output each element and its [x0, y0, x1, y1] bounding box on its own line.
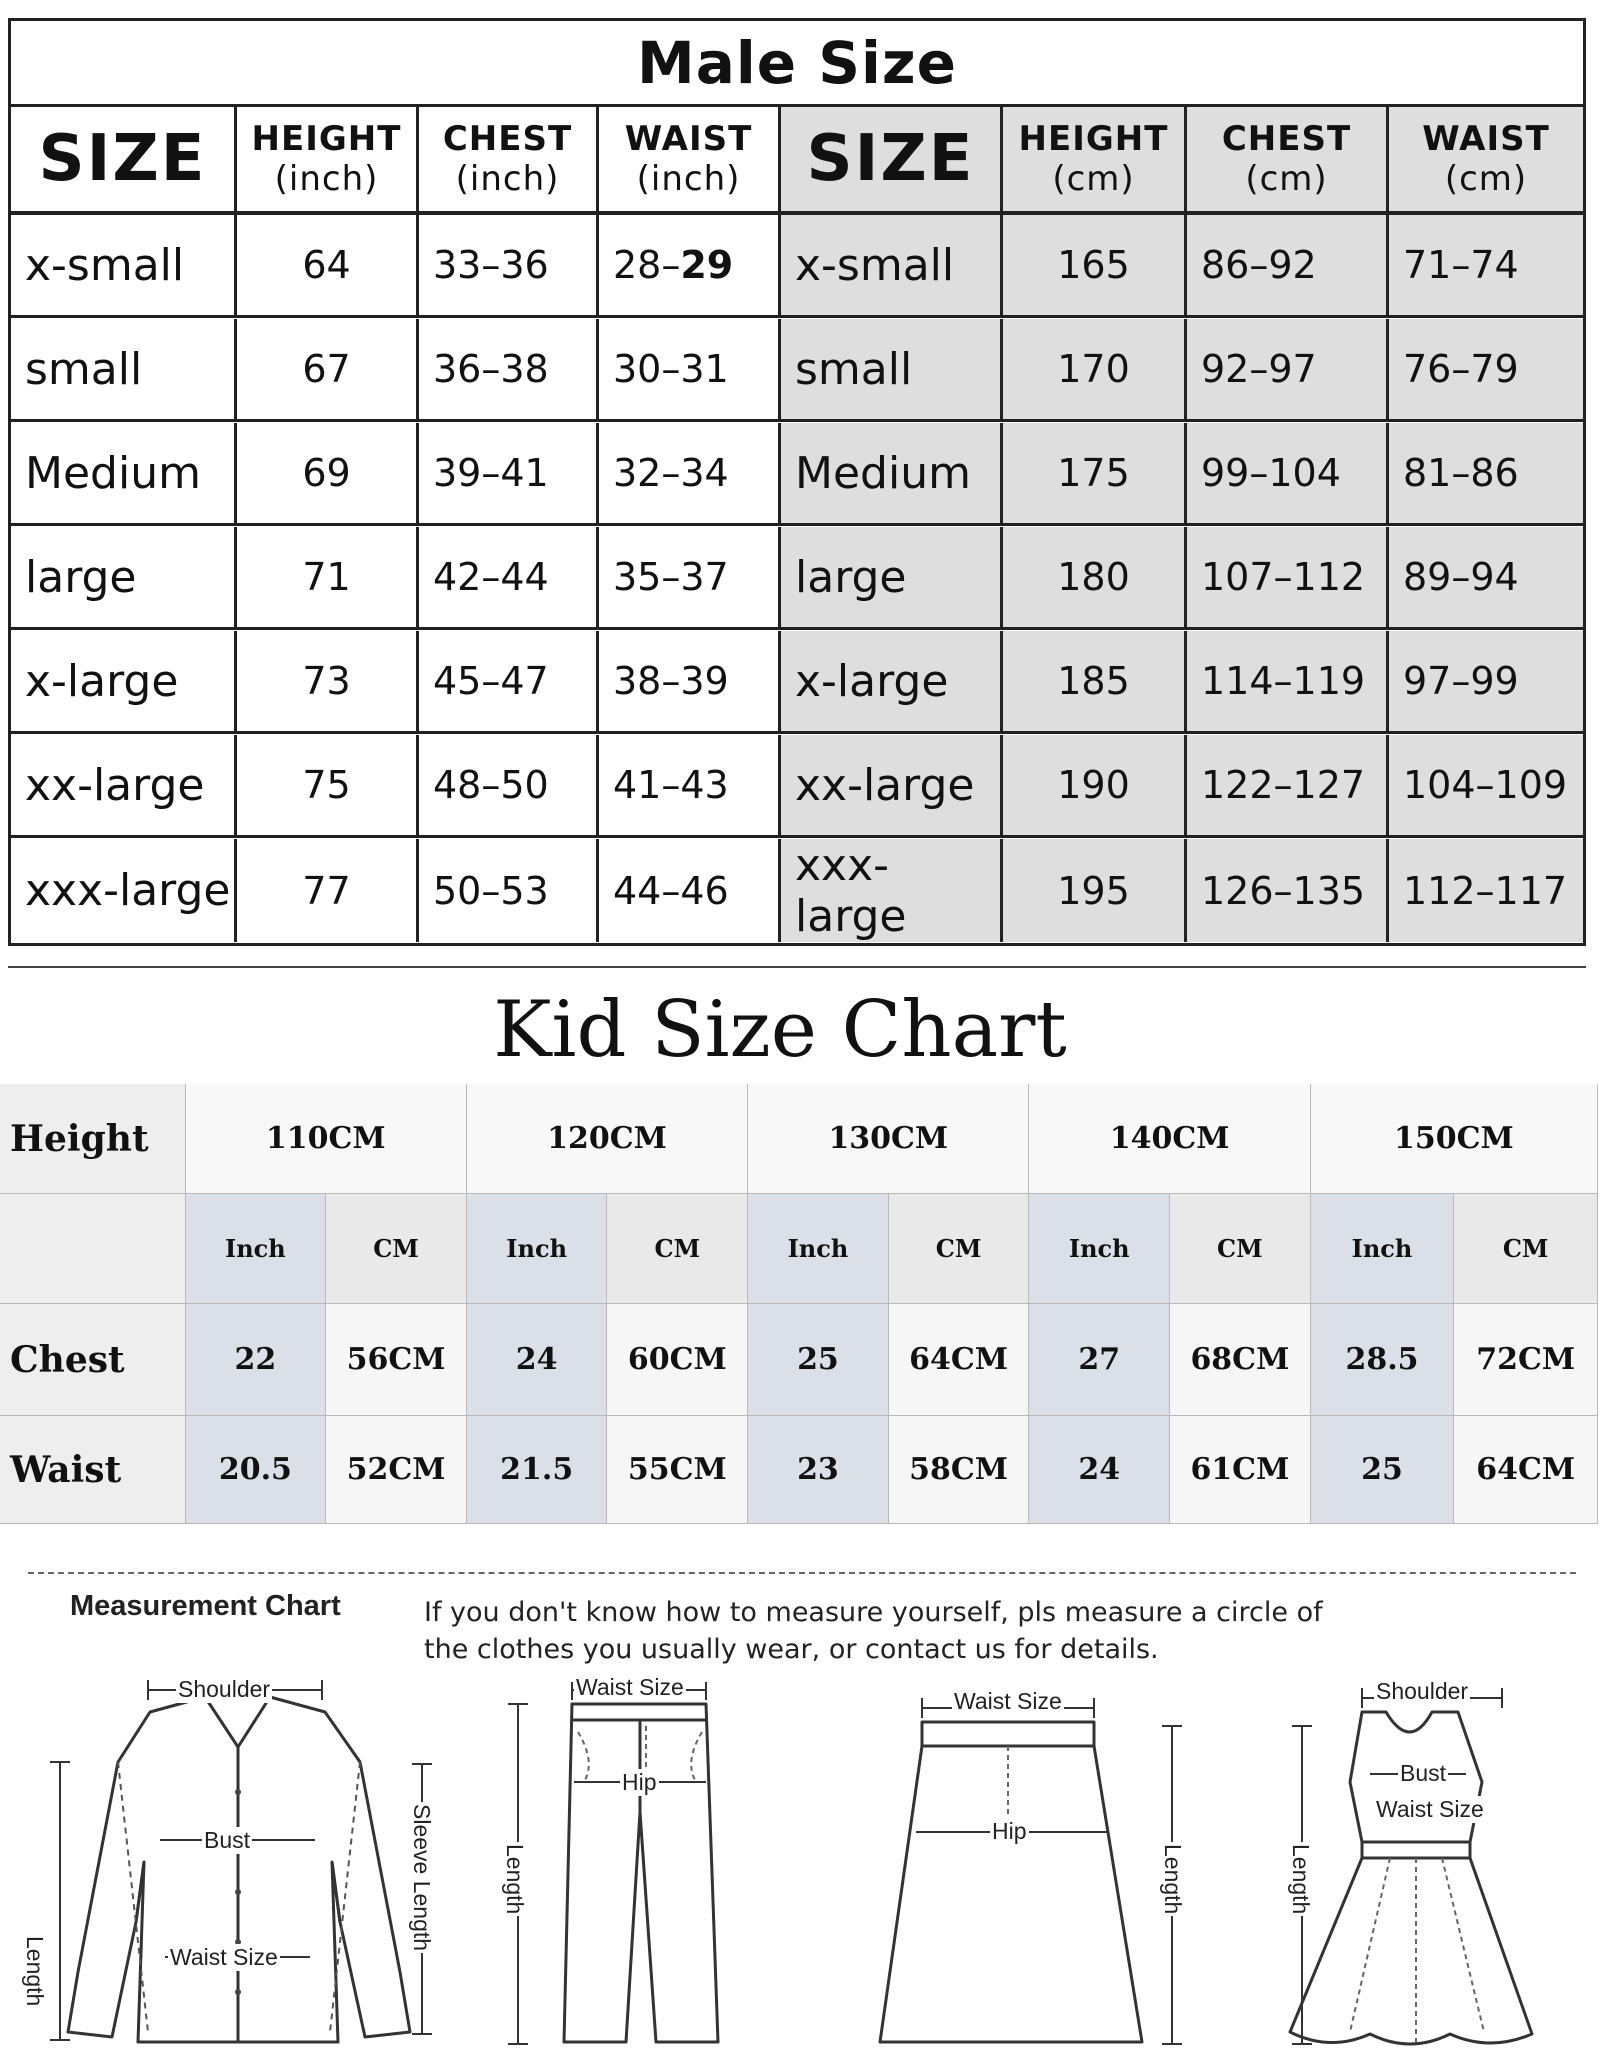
kid-chest-cm: 72CM	[1454, 1304, 1598, 1415]
male-cell-size: x-large	[11, 631, 237, 731]
kid-unit-inch: Inch	[1311, 1194, 1455, 1303]
kid-unit-cm: CM	[607, 1194, 748, 1303]
kid-waist-label: Waist	[0, 1416, 186, 1523]
male-cell-chest-in: 36–38	[419, 319, 599, 419]
kid-waist-inch: 25	[1311, 1416, 1455, 1523]
kid-unit-cm: CM	[1170, 1194, 1311, 1303]
male-cell-chest-cm: 107–112	[1187, 527, 1389, 627]
shirt-bust-label: Bust	[204, 1827, 251, 1853]
kid-waist-cm: 58CM	[889, 1416, 1030, 1523]
kid-waist-inch: 21.5	[467, 1416, 608, 1523]
male-cell-waist-in	[599, 527, 781, 627]
kid-height-cell: 140CM	[1029, 1084, 1310, 1193]
kid-chest-cm: 64CM	[889, 1304, 1030, 1415]
male-cell-size-cm: Medium	[781, 423, 1003, 523]
kid-waist-row	[0, 1416, 1598, 1524]
pants-outline-icon	[496, 1682, 726, 2062]
male-cell-chest-in: 48–50	[419, 735, 599, 835]
skirt-waist-label: Waist Size	[954, 1688, 1062, 1714]
pants-waist-label: Waist Size	[576, 1674, 684, 1700]
dress-shoulder-label: Shoulder	[1376, 1678, 1469, 1704]
kid-height-label: Height	[0, 1084, 186, 1193]
male-cell-size-cm: xx-large	[781, 735, 1003, 835]
measurement-chart-title: Measurement Chart	[70, 1590, 341, 1622]
male-cell-waist-cm: 71–74	[1389, 215, 1583, 315]
pants-hip-label: Hip	[622, 1769, 657, 1795]
kid-waist-inch: 23	[748, 1416, 889, 1523]
male-header-unit: (inch)	[455, 159, 560, 199]
male-cell-height-in: 73	[237, 631, 419, 731]
male-header-name: WAIST	[624, 119, 753, 159]
male-cell-height-cm: 185	[1003, 631, 1187, 731]
male-cell-size: xx-large	[11, 735, 237, 835]
kid-unit-inch: Inch	[467, 1194, 608, 1303]
kid-unit-inch: Inch	[1029, 1194, 1170, 1303]
kid-waist-cm: 64CM	[1454, 1416, 1598, 1523]
shirt-waist-label: Waist Size	[170, 1944, 278, 1970]
male-header-row	[11, 107, 1583, 215]
kid-chest-cm: 56CM	[326, 1304, 467, 1415]
male-cell-height-cm: 165	[1003, 215, 1187, 315]
male-cell-height-in: 64	[237, 215, 419, 315]
kid-chest-label: Chest	[0, 1304, 186, 1415]
measurement-note-line-2: the clothes you usually wear, or contact us for details.	[424, 1634, 1159, 1665]
kid-chest-inch: 25	[748, 1304, 889, 1415]
kid-unit-inch: Inch	[748, 1194, 889, 1303]
male-header-chest	[1187, 107, 1389, 211]
kid-unit-cm: CM	[326, 1194, 467, 1303]
male-header-unit: (inch)	[274, 159, 379, 199]
male-cell-waist-cm: 104–109	[1389, 735, 1583, 835]
male-cell-chest-cm: 99–104	[1187, 423, 1389, 523]
kid-height-cell: 130CM	[748, 1084, 1029, 1193]
male-header-waist	[1389, 107, 1583, 211]
male-cell-height-in: 77	[237, 839, 419, 942]
male-cell-size: x-small	[11, 215, 237, 315]
shirt-diagram	[22, 1672, 440, 2062]
male-cell-height-in: 69	[237, 423, 419, 523]
male-header-name: CHEST	[1221, 119, 1352, 159]
male-cell-height-cm: 195	[1003, 839, 1187, 942]
male-cell-chest-cm: 126–135	[1187, 839, 1389, 942]
kid-chest-inch: 24	[467, 1304, 608, 1415]
dress-diagram	[1270, 1678, 1580, 2062]
male-cell-height-cm: 175	[1003, 423, 1187, 523]
kid-waist-cm: 52CM	[326, 1416, 467, 1523]
male-table-row	[11, 527, 1583, 630]
male-cell-chest-cm: 114–119	[1187, 631, 1389, 731]
male-cell-waist-in-bold: 29	[680, 243, 734, 287]
shirt-outline-icon	[40, 1672, 440, 2062]
male-cell-size: large	[11, 527, 237, 627]
dress-bust-label: Bust	[1400, 1760, 1447, 1786]
dress-waist-label: Waist Size	[1376, 1796, 1484, 1822]
dress-length-label: Length	[1288, 1844, 1314, 1915]
kid-height-cell: 120CM	[467, 1084, 748, 1193]
male-cell-waist-in	[599, 735, 781, 835]
male-table-row	[11, 735, 1583, 838]
male-cell-waist-cm: 89–94	[1389, 527, 1583, 627]
male-cell-waist-in-text: 30–31	[613, 347, 729, 391]
kid-unit-inch: Inch	[186, 1194, 327, 1303]
kid-unit-row	[0, 1194, 1598, 1304]
male-header-name: HEIGHT	[251, 119, 402, 159]
male-cell-waist-in-text: 41–43	[613, 763, 729, 807]
male-cell-waist-cm: 97–99	[1389, 631, 1583, 731]
male-header-chest	[419, 107, 599, 211]
male-header-name: HEIGHT	[1018, 119, 1169, 159]
male-header-unit: (cm)	[1444, 159, 1528, 199]
male-cell-chest-in: 33–36	[419, 215, 599, 315]
shirt-shoulder-label: Shoulder	[178, 1676, 271, 1702]
kid-chest-row	[0, 1304, 1598, 1416]
male-cell-size: small	[11, 319, 237, 419]
male-table-row	[11, 631, 1583, 734]
kid-height-cell: 110CM	[186, 1084, 467, 1193]
shirt-length-label: Length	[22, 1936, 48, 2007]
kid-waist-cm: 55CM	[607, 1416, 748, 1523]
male-cell-chest-cm: 92–97	[1187, 319, 1389, 419]
male-size-title: Male Size	[11, 21, 1583, 107]
male-header-name: WAIST	[1422, 119, 1550, 159]
dress-outline-icon	[1270, 1682, 1580, 2062]
male-cell-height-cm: 180	[1003, 527, 1187, 627]
male-table-row	[11, 215, 1583, 318]
male-cell-size-cm: x-small	[781, 215, 1003, 315]
measurement-dashed-rule	[28, 1572, 1576, 1576]
male-header-unit: (cm)	[1245, 159, 1328, 199]
male-cell-waist-in-text: 38–39	[613, 659, 729, 703]
male-header-unit: (inch)	[636, 159, 741, 199]
male-cell-waist-cm: 112–117	[1389, 839, 1583, 942]
kid-waist-inch: 24	[1029, 1416, 1170, 1523]
male-table-row	[11, 839, 1583, 942]
male-header-waist	[599, 107, 781, 211]
male-cell-waist-in	[599, 839, 781, 942]
male-cell-height-cm: 190	[1003, 735, 1187, 835]
male-cell-chest-in: 50–53	[419, 839, 599, 942]
male-cell-waist-in-text: 35–37	[613, 555, 729, 599]
pants-length-label: Length	[502, 1844, 528, 1915]
male-header-height	[1003, 107, 1187, 211]
kid-unit-label-blank	[0, 1194, 186, 1303]
male-cell-chest-in: 45–47	[419, 631, 599, 731]
male-header-name: CHEST	[442, 119, 573, 159]
male-header-size: SIZE	[11, 107, 237, 211]
section-divider	[8, 966, 1586, 968]
kid-chest-cm: 60CM	[607, 1304, 748, 1415]
male-cell-waist-in	[599, 631, 781, 731]
kid-height-row	[0, 1084, 1598, 1194]
male-cell-size-cm: large	[781, 527, 1003, 627]
measurement-note	[424, 1594, 1424, 1668]
male-cell-waist-in-text: 32–34	[613, 451, 729, 495]
male-cell-size-cm: xxx-large	[781, 839, 1003, 942]
male-cell-waist-in	[599, 423, 781, 523]
male-cell-chest-cm: 86–92	[1187, 215, 1389, 315]
male-cell-chest-in: 42–44	[419, 527, 599, 627]
kid-chest-inch: 27	[1029, 1304, 1170, 1415]
kid-unit-cm: CM	[889, 1194, 1030, 1303]
male-cell-chest-in: 39–41	[419, 423, 599, 523]
pants-diagram	[496, 1674, 726, 2062]
male-cell-waist-cm: 76–79	[1389, 319, 1583, 419]
male-cell-size: Medium	[11, 423, 237, 523]
male-cell-waist-in	[599, 215, 781, 315]
kid-unit-cm: CM	[1454, 1194, 1598, 1303]
kid-waist-cm: 61CM	[1170, 1416, 1311, 1523]
male-cell-size-cm: x-large	[781, 631, 1003, 731]
shirt-sleeve-label: Sleeve Length	[409, 1804, 435, 1952]
male-cell-waist-cm: 81–86	[1389, 423, 1583, 523]
male-table-row	[11, 319, 1583, 422]
male-size-grid	[11, 107, 1583, 943]
male-table-row	[11, 423, 1583, 526]
male-cell-height-in: 75	[237, 735, 419, 835]
male-cell-height-in: 67	[237, 319, 419, 419]
male-cell-waist-in-text: 44–46	[613, 868, 729, 913]
kid-height-cell: 150CM	[1311, 1084, 1598, 1193]
male-cell-height-in: 71	[237, 527, 419, 627]
skirt-diagram	[880, 1682, 1220, 2062]
measurement-note-line-1: If you don't know how to measure yourself, pls measure a circle of	[424, 1597, 1323, 1628]
kid-waist-inch: 20.5	[186, 1416, 327, 1523]
male-cell-height-cm: 170	[1003, 319, 1187, 419]
kid-chest-cm: 68CM	[1170, 1304, 1311, 1415]
kid-chest-inch: 28.5	[1311, 1304, 1455, 1415]
kid-size-title: Kid Size Chart	[493, 985, 1067, 1075]
male-size-table	[8, 18, 1586, 946]
skirt-hip-label: Hip	[992, 1818, 1027, 1844]
male-header-height	[237, 107, 419, 211]
kid-size-table	[0, 1084, 1598, 1524]
male-header-unit: (cm)	[1052, 159, 1135, 199]
male-cell-waist-in	[599, 319, 781, 419]
male-cell-size: xxx-large	[11, 839, 237, 942]
male-cell-size-cm: small	[781, 319, 1003, 419]
kid-chest-inch: 22	[186, 1304, 327, 1415]
male-cell-waist-in-text: 28–	[613, 243, 681, 287]
male-header-size: SIZE	[781, 107, 1003, 211]
male-cell-chest-cm: 122–127	[1187, 735, 1389, 835]
skirt-length-label: Length	[1160, 1844, 1186, 1915]
